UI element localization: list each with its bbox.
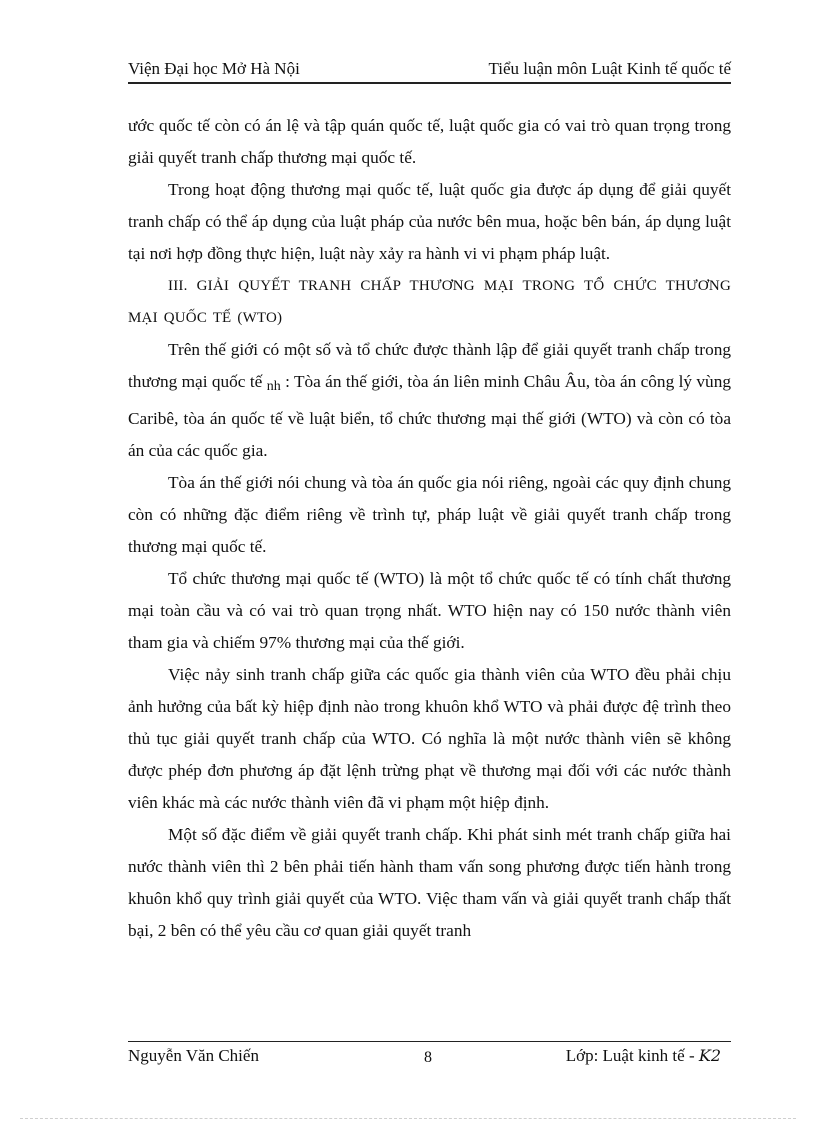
header-institution: Viện Đại học Mở Hà Nội	[128, 59, 300, 78]
footer-class-code: K2	[698, 1046, 721, 1065]
page-cut-divider	[20, 1118, 796, 1119]
page-body	[128, 110, 731, 947]
paragraph	[128, 334, 731, 467]
footer-class-label: Lớp: Luật kinh tế -	[565, 1046, 695, 1065]
paragraph: Một số đặc điểm về giải quyết tranh chấp. Khi phát sinh mét tranh chấp giữa hai nước thành viên thì 2 bên phải tiến hành tham vấn song phương được tiến hành trong khuôn khổ quy trình giải quyết của WTO. Việc tham vấn và giải quyết tranh chấp thất bại, 2 bên có thể yêu cầu cơ quan giải quyết tranh	[128, 825, 731, 940]
paragraph-continuation: ước quốc tế còn có án lệ và tập quán quốc tế, luật quốc gia có vai trò quan trọng trong giải quyết tranh chấp thương mại quốc tế.	[128, 116, 731, 167]
paragraph: Trong hoạt động thương mại quốc tế, luật quốc gia được áp dụng để giải quyết tranh chấp có thể áp dụng của luật pháp của nước bên mua, hoặc bên bán, áp dụng luật tại nơi hợp đồng thực hiện, luật này xảy ra hành vi vi phạm pháp luật.	[128, 180, 731, 263]
paragraph: Tổ chức thương mại quốc tế (WTO) là một tổ chức quốc tế có tính chất thương mại toàn cầu và có vai trò quan trọng nhất. WTO hiện nay có 150 nước thành viên tham gia và chiếm 97% thương mại của thế giới.	[128, 569, 731, 652]
page-footer	[128, 1041, 731, 1072]
footer-author: Nguyễn Văn Chiến	[128, 1046, 259, 1065]
paragraph-text: : Tòa án thế giới, tòa án liên minh Châu Âu, tòa án công lý vùng Caribê, tòa án quốc tế về luật biển, tổ chức thương mại thế giới (WTO) và còn có tòa án của các quốc gia.	[128, 372, 731, 460]
page-number: 8	[424, 1049, 432, 1066]
section-heading: III. GIẢI QUYẾT TRANH CHẤP THƯƠNG MẠI TRONG TỔ CHỨC THƯƠNG MẠI QUỐC TẾ (WTO)	[128, 278, 731, 326]
paragraph-fragment: nh	[266, 379, 281, 394]
page-header	[128, 56, 731, 84]
paragraph: Việc nảy sinh tranh chấp giữa các quốc gia thành viên của WTO đều phải chịu ảnh hưởng của bất kỳ hiệp định nào trong khuôn khổ WTO và phải được đệ trình theo thủ tục giải quyết tranh chấp của WTO. Có nghĩa là một nước thành viên sẽ không được phép đơn phương áp đặt lệnh trừng phạt về thương mại đối với các nước thành viên khác mà các nước thành viên đã vi phạm một hiệp định.	[128, 665, 731, 812]
paragraph: Tòa án thế giới nói chung và tòa án quốc gia nói riêng, ngoài các quy định chung còn có những đặc điểm riêng về trình tự, pháp luật về giải quyết tranh chấp trong thương mại quốc tế.	[128, 473, 731, 556]
footer-class	[566, 1043, 721, 1069]
paragraph-text: Trên thế giới có một số và tổ chức được thành lập để giải quyết tranh chấp trong thương mại quốc tế	[128, 340, 731, 391]
header-document-title: Tiểu luận môn Luật Kinh tế quốc tế	[488, 59, 731, 78]
